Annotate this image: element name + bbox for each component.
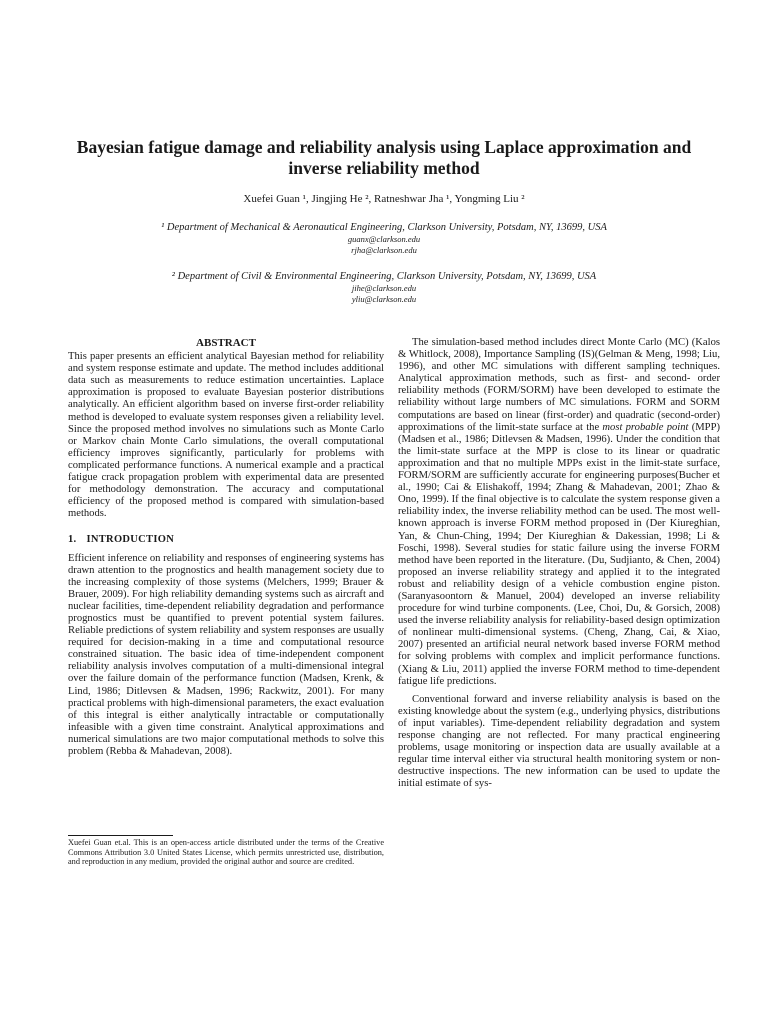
paragraph-text: (MPP)(Madsen et al., 1986; Ditlevsen & Madsen, 1996). Under the condition that the limit-state surface at the MPP is close to its linear or quadratic approximation and that no multiple MPPs exist in the limit-state surface, FORM/SORM are sufficiently accurate for engineering purposes(Bucher et al., 1990; Cai & Elishakoff, 1994; Zhang & Mahadevan, 2001; Zhao & Ono, 1999). If the final objective is to calculate the system response given a reliability index, the inverse reliability method can be used. The most well-known approach is inverse FORM method proposed in (Der Kiureghian, Yan, & Chun-Ching, 1994; Der Kiureghian & Dakessian, 1998; Li & Foschi, 1998). Several studies for static failure using the inverse FORM method have been reported in the literature. (Du, Sudjianto, & Chen, 2004) proposed an inverse reliability strategy and applied it to the integrated robust and reliability design of a vehicle combustion engine piston. (Saranyasoontorn & Manuel, 2004) developed an inverse reliability procedure for wind turbine components. (Lee, Choi, Du, & Gorsich, 2008) used the inverse reliability analysis for reliability-based design optimization of nonlinear multi-dimensional systems. (Cheng, Zhang, Cai, & Xiao, 2007) presented an artificial neural network based inverse FORM method for solving problems with complex and implicit performance functions. (Xiang & Liu, 2011) applied the inverse FORM method to time-dependent fatigue life predictions. xyxy=(398,421,720,687)
emphasized-term: most probable point xyxy=(602,421,689,433)
affiliation-1 xyxy=(0,221,768,255)
author-list: Xuefei Guan ¹, Jingjing He ², Ratneshwar Jha ¹, Yongming Liu ² xyxy=(243,193,525,205)
license-footnote: Xuefei Guan et.al. This is an open-access article distributed under the terms of the Creative Commons Attribution 3.0 United States License, which permits unrestricted use, distribution, and reproduction in any medium, provided the original author and source are credited. xyxy=(68,838,384,867)
affiliation-2-text: ² Department of Civil & Environmental Engineering, Clarkson University, Potsdam, NY, 13699, USA xyxy=(171,271,597,282)
email-link[interactable]: rjha@clarkson.edu xyxy=(351,244,417,255)
section-title: INTRODUCTION xyxy=(86,534,175,546)
affiliation-1-text: ¹ Department of Mechanical & Aeronautical Engineering, Clarkson University, Potsdam, NY, 13699, USA xyxy=(161,222,607,233)
email-link[interactable]: guanx@clarkson.edu xyxy=(347,234,421,244)
right-column xyxy=(398,337,720,790)
introduction-paragraph: Efficient inference on reliability and responses of engineering systems has drawn attention to the prognostics and health management society due to the increasing complexity of those systems (Melchers, 1999; Brauer & Brauer, 2009). For high reliability demanding systems such as aircraft and nuclear facilities, time-dependent reliability degradation and performance prognostics must be quantified to prevent potential system failures. Reliable predictions of system reliability and system responses are usually required for decision-making in a time and computational resource constrained situation. The basic idea of time-independent component reliability analysis involves computation of a multi-dimensional integral over the failure domain of the performance function (Madsen, Krenk, & Lind, 1986; Ditlevsen & Madsen, 1996; Rackwitz, 2001). For many practical problems with high-dimensional parameters, the exact evaluation of this integral is either analytically intractable or computationally infeasible with a given time constraint. Analytical approximations and numerical simulations are two major computational methods to solve this problem (Rebba & Mahadevan, 2008). xyxy=(68,552,384,757)
affiliation-2 xyxy=(0,270,768,304)
paper-title: Bayesian fatigue damage and reliability analysis using Laplace approximation and inverse reliability method xyxy=(76,137,692,178)
body-paragraph: Conventional forward and inverse reliability analysis is based on the existing knowledge about the system (e.g., underlying physics, distributions of input variables). Time-dependent reliability degradation and system response changing are not reflected. For many practical engineering problems, usage monitoring or inspection data are usually available at a regular time interval either via structural health monitoring system or non-destructive inspections. The new information can be used to update the initial estimate of sys- xyxy=(398,693,720,790)
footnote-divider xyxy=(68,835,173,836)
left-column xyxy=(68,337,384,758)
paragraph-text: The simulation-based method includes direct Monte Carlo (MC) (Kalos & Whitlock, 2008), Importance Sampling (IS)(Gelman & Meng, 1998; Liu, 1996), and other MC simulations with different sampling techniques. Analytical approximation methods, such as first- and second- order reliability methods (FORM/SORM) have been developed to estimate the reliability without large numbers of MC simulations. FORM and SORM computations are based on linear (first-order) and quadratic (second-order) approximations of the limit-state surface at the xyxy=(398,337,720,433)
section-number: 1. xyxy=(68,534,77,546)
abstract-text: This paper presents an efficient analytical Bayesian method for reliability and system response estimate and update. The method includes additional data such as measurements to reduce estimation uncertainties. Laplace approximation is proposed to evaluate Bayesian posterior distributions analytically. An efficient algorithm based on inverse first-order reliability method is developed to evaluate system responses given a reliability level. Since the proposed method involves no simulations such as Monte Carlo or Markov chain Monte Carlo simulations, the overall computational efficiency improves significantly, particularly for problems with complicated performance functions. A numerical example and a practical fatigue crack propagation problem with experimental data are presented for methodology demonstration. The accuracy and computational efficiency of the proposed method is compared with simulation-based methods. xyxy=(68,351,384,520)
email-link[interactable]: jihe@clarkson.edu xyxy=(351,283,417,293)
section-heading-introduction xyxy=(68,534,384,546)
email-link[interactable]: yliu@clarkson.edu xyxy=(351,293,417,304)
body-paragraph xyxy=(398,337,720,688)
abstract-heading: ABSTRACT xyxy=(196,337,256,349)
